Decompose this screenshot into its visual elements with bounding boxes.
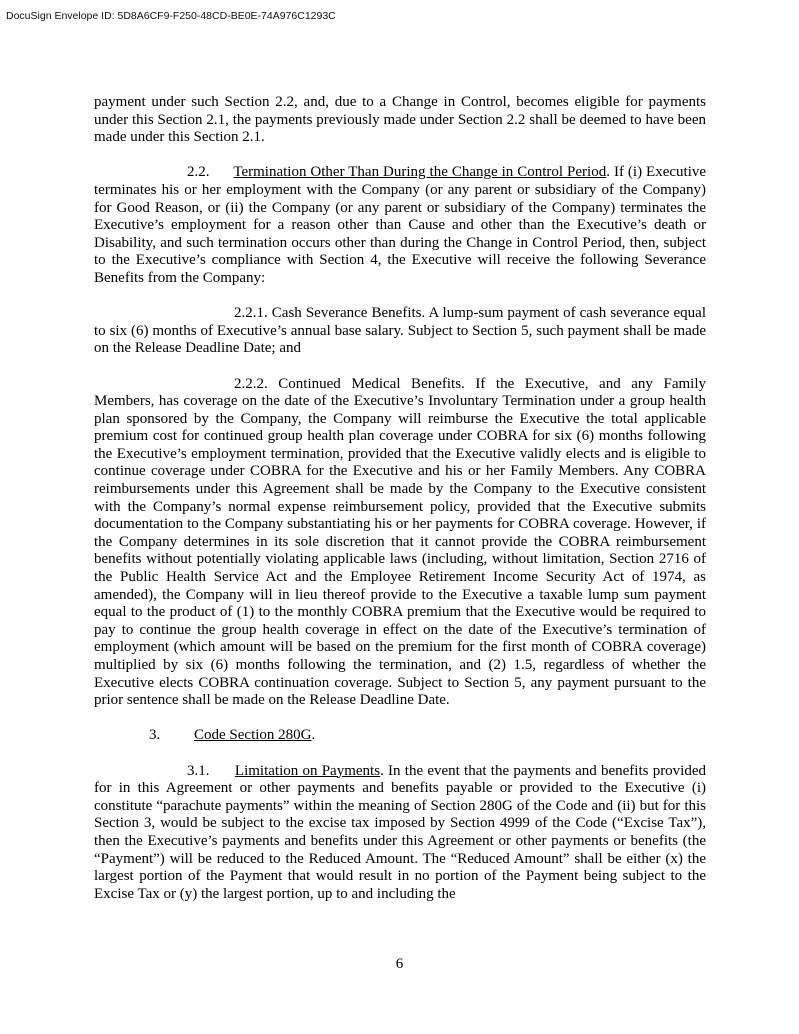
page-number: 6 — [395, 956, 404, 972]
section-2-2-2: 2.2.2. Continued Medical Benefits. If the Executive, and any Family Members, has coverage on the date of the Executive’s Involuntary Termination under a group health plan sponsored by the Company, the Company will reimburse the Executive the total applicable premium cost for continued group health plan coverage under COBRA for six (6) months following the Executive’s employment termination, provided that the Executive validly elects and is eligible to continue coverage under COBRA for the Executive and his or her Family Members. Any COBRA reimbursements under this Agreement shall be made by the Company to the Executive consistent with the Company’s normal expense reimbursement policy, provided that the Executive submits documentation to the Company substantiating his or her payments for COBRA coverage. However, if the Company determines in its sole discretion that it cannot provide the COBRA reimbursement benefits without potentially violating applicable laws (including, without limitation, Section 2716 of the Public Health Service Act and the Employee Retirement Income Security Act of 1974, as amended), the Company will in lieu thereof provide to the Executive a taxable lump sum payment equal to the product of (1) to the monthly COBRA premium that the Executive would be required to pay to continue the group health coverage in effect on the date of the Executive’s termination of employment (which amount will be based on the premium for the first month of COBRA coverage) multiplied by six (6) months following the termination, and (2) 1.5, regardless of whether the Executive elects COBRA continuation coverage. Subject to Section 5, any payment pursuant to the prior sentence shall be made on the Release Deadline Date. — [94, 375, 706, 709]
section-2-2 — [94, 164, 706, 287]
section-2-2-body: . If (i) Executive terminates his or her employment with the Company (or any parent or subsidiary of the Company) for Good Reason, or (ii) the Company (or any parent or subsidiary of the Company) terminates the Executive’s employment for a reason other than Cause and other than the Executive’s death or Disability, and such termination occurs other than during the Change in Control Period, then, subject to the Executive’s compliance with Section 4, the Executive will receive the following Severance Benefits from the Company: — [94, 164, 707, 286]
section-2-2-title: Termination Other Than During the Change in Control Period — [233, 164, 607, 181]
docusign-envelope-id: DocuSign Envelope ID: 5D8A6CF9-F250-48CD-BE0E-74A976C1293C — [6, 10, 336, 22]
section-3-number: 3. — [149, 727, 161, 744]
paragraph-intro: payment under such Section 2.2, and, due to a Change in Control, becomes eligible for payments under this Section 2.1, the payments previously made under Section 2.2 shall be deemed to have been made under this Section 2.1. — [94, 94, 706, 146]
section-2-2-1: 2.2.1. Cash Severance Benefits. A lump-sum payment of cash severance equal to six (6) months of Executive’s annual base salary. Subject to Section 5, such payment shall be made on the Release Deadline Date; and — [94, 305, 706, 357]
section-2-2-number: 2.2. — [187, 164, 210, 181]
section-3-1-body: . In the event that the payments and benefits provided for in this Agreement or other payments and benefits payable or provided to the Executive (i) constitute “parachute payments” within the meaning of Section 280G of the Code and (ii) but for this Section 3, would be subject to the excise tax imposed by Section 4999 of the Code (“Excise Tax”), then the Executive’s payments and benefits under this Agreement or other payments or benefits (the “Payment”) will be reduced to the Reduced Amount. The “Reduced Amount” shall be either (x) the largest portion of the Payment that would result in no portion of the Payment being subject to the Excise Tax or (y) the largest portion, up to and including the — [94, 762, 707, 902]
document-body — [94, 94, 706, 921]
section-3-title: Code Section 280G — [194, 727, 312, 744]
section-3-tail: . — [311, 727, 316, 744]
section-3-heading — [94, 727, 706, 745]
section-3-1-title: Limitation on Payments — [234, 762, 381, 779]
section-3-1 — [94, 763, 706, 904]
section-3-1-number: 3.1. — [187, 762, 210, 779]
